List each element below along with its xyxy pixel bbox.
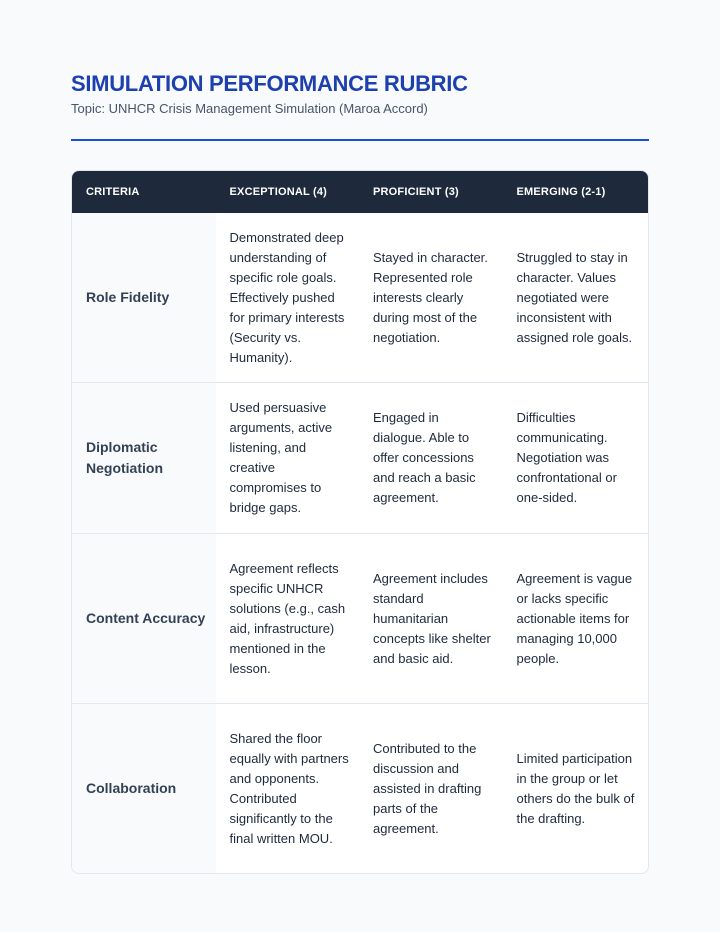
table-header-row	[72, 171, 648, 213]
exceptional-cell: Demonstrated deep understanding of specific role goals. Effectively pushed for primary interests (Security vs. Humanity).	[229, 229, 345, 365]
table-row	[72, 382, 648, 533]
criteria-cell: Content Accuracy	[72, 534, 216, 703]
table-row	[72, 213, 648, 382]
page-subtitle: Topic: UNHCR Crisis Management Simulation (Maroa Accord)	[71, 101, 428, 116]
criteria-cell: Collaboration	[72, 704, 216, 873]
column-header-criteria: CRITERIA	[86, 186, 140, 198]
table-body	[72, 213, 648, 873]
table-row	[72, 703, 648, 873]
table-row	[72, 533, 648, 703]
proficient-cell: Contributed to the discussion and assisted in drafting parts of the agreement.	[373, 740, 482, 836]
rubric-table	[71, 170, 649, 874]
page-title: SIMULATION PERFORMANCE RUBRIC	[71, 71, 468, 96]
proficient-cell: Stayed in character. Represented role interests clearly during most of the negotiation.	[373, 249, 488, 345]
column-header-emerging: EMERGING (2-1)	[516, 186, 606, 198]
proficient-cell: Engaged in dialogue. Able to offer concessions and reach a basic agreement.	[373, 410, 476, 505]
emerging-cell: Agreement is vague or lacks specific actionable items for managing 10,000 people.	[516, 570, 633, 666]
emerging-cell: Limited participation in the group or let others do the bulk of the drafting.	[516, 750, 635, 826]
rubric-page	[71, 70, 649, 874]
emerging-cell: Struggled to stay in character. Values negotiated were inconsistent with assigned role goals.	[516, 249, 633, 345]
criteria-cell: Diplomatic Negotiation	[72, 383, 216, 533]
column-header-proficient: PROFICIENT (3)	[373, 186, 459, 198]
header-divider	[71, 139, 649, 141]
exceptional-cell: Shared the floor equally with partners and opponents. Contributed significantly to the final written MOU.	[229, 730, 349, 846]
exceptional-cell: Agreement reflects specific UNHCR solutions (e.g., cash aid, infrastructure) mentioned in the lesson.	[229, 560, 346, 676]
emerging-cell: Difficulties communicating. Negotiation was confrontational or one-sided.	[516, 410, 617, 505]
exceptional-cell: Used persuasive arguments, active listening, and creative compromises to bridge gaps.	[229, 400, 333, 515]
proficient-cell: Agreement includes standard humanitarian concepts like shelter and basic aid.	[373, 570, 491, 666]
column-header-exceptional: EXCEPTIONAL (4)	[229, 186, 328, 198]
criteria-cell: Role Fidelity	[72, 213, 216, 382]
